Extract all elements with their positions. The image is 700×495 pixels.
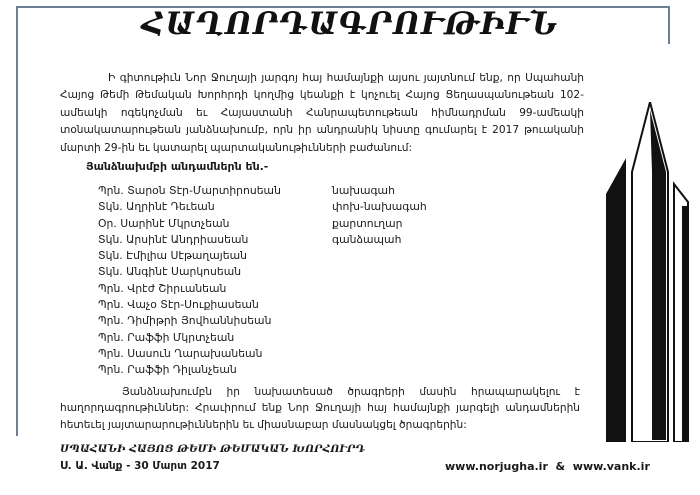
page-title: ՀԱՂՈՐԴԱԳՐՈՒԹԻՒՆ — [141, 6, 559, 42]
footer-websites: www.norjugha.ir & www.vank.ir — [445, 460, 650, 473]
spire-left-wing — [606, 158, 626, 442]
member-name: Տկն. Էմիլիա Սէթաղայեան — [98, 249, 247, 263]
footer-date: Ս. Ա. Վանք - 30 Մարտ 2017 — [60, 460, 220, 472]
member-row — [98, 282, 478, 298]
frame-left-line — [16, 6, 18, 436]
member-name: Պրն. Դիմիթրի Յովհաննիսեան — [98, 314, 272, 328]
church-spire-logo — [592, 102, 694, 442]
member-name: Պրն. Րաֆֆի Մկրտչեան — [98, 330, 235, 344]
member-row — [98, 184, 478, 200]
member-role: գանձապահ — [332, 232, 402, 246]
member-row — [98, 331, 478, 347]
member-row — [98, 298, 478, 314]
committee-member-list — [98, 184, 478, 380]
member-row — [98, 249, 478, 265]
committee-heading: Յանձնախմբի անդամներն են.- — [86, 160, 269, 173]
intro-paragraph: Ի գիտութիւն Նոր Ջուղայի յարգոյ հայ համայնքի այսու յայտնում ենք, որ Սպահանի Հայոց Թեմի Թեմական Խորհրդի կողմից կեանքի է կոչուել Հայոց Ցեղասպանութեան 102-ամեակի ոգեկոչման եւ Հայաստանի Հանրապետութեան հիմնադրման 99-ամեակի տօնակատարութեան յանձնախումբ, որն իր անդրանիկ նիստը գումարել է 2017 թուականի մարտի 29-ին եւ կատարել պարտականութիւնների բաժանում: — [60, 72, 584, 154]
member-name: Տկն. Աղրինէ Դեւեան — [98, 200, 215, 214]
member-name: Օր. Սարինէ Մկրտչեան — [98, 216, 230, 230]
spire-right-stripe — [682, 206, 688, 442]
member-name: Պրն. Տարօն Տէր-Մարտիրոսեան — [98, 184, 281, 197]
member-name: Տկն. Անգինէ Սարկոսեան — [98, 265, 242, 279]
member-role: նախագահ — [332, 184, 395, 197]
member-row — [98, 363, 478, 379]
member-name: Պրն. Վրէժ Շիրւանեան — [98, 281, 227, 295]
member-name: Տկն. Արսինէ Անդրիասեան — [98, 232, 249, 246]
member-row — [98, 233, 478, 249]
member-role: քարտուղար — [332, 216, 403, 230]
member-row — [98, 265, 478, 281]
member-name: Պրն. Րաֆֆի Դիլանչեան — [98, 363, 237, 377]
member-row — [98, 217, 478, 233]
closing-paragraph: Յանձնախումբն իր նախատեսած ծրագրերի մասին հրապարակելու է հաղորդագրութիւններ: Հրաւիրում ենք Նոր Ջուղայի հայ համայնքի յարգելի անդամներին հետեւել յայտարարութիւններին եւ միասնաբար մասնակցել ծրագրերին: — [60, 386, 580, 431]
member-row — [98, 347, 478, 363]
member-role: փոխ-նախագահ — [332, 200, 427, 214]
member-row — [98, 314, 478, 330]
member-row — [98, 200, 478, 216]
footer-organization: ՍՊԱՀԱՆԻ ՀԱՅՈՑ ԹԵՄԻ ԹԵՄԱԿԱՆ ԽՈՐՀՈՒՐԴ — [60, 443, 366, 455]
member-name: Պրն. Սասուն Ղարախանեան — [98, 346, 263, 360]
member-name: Պրն. Վաչօ Տէր-Սուքիասեան — [98, 298, 259, 312]
